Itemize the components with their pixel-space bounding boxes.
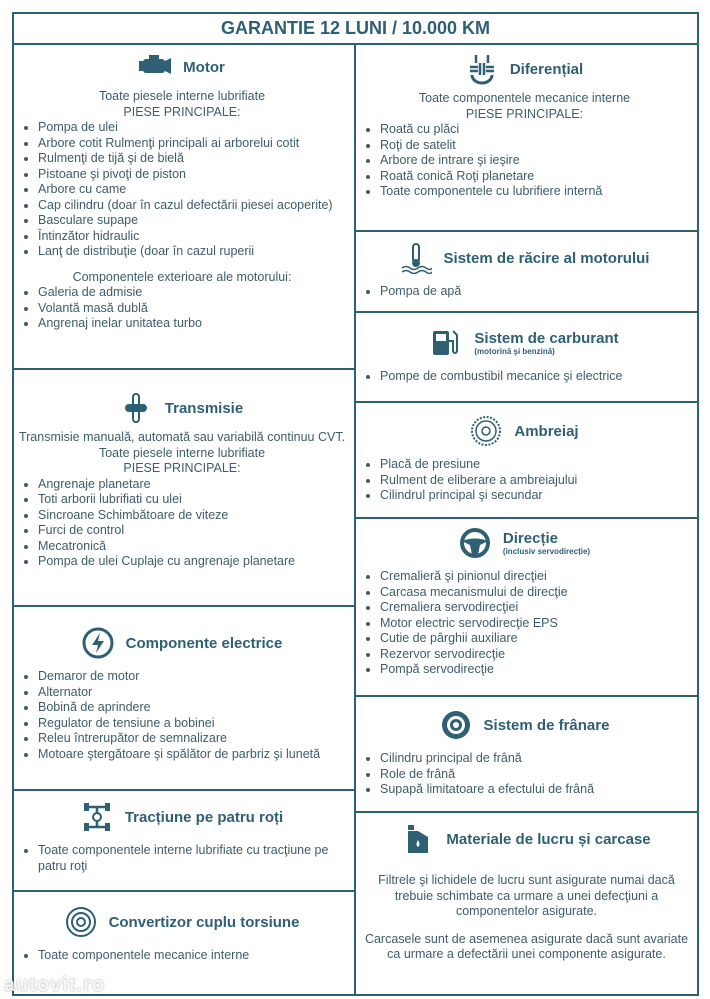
list-item: • Carcasa mecanismului de direcţie: [380, 585, 693, 601]
paragraph: Filtrele şi lichidele de lucru sunt asigurate numai dacă trebuie schimbate ca urmare a unei defecţiuni a componentelor asigurate.: [378, 873, 675, 918]
list-item: • Motor electric servodirecţie EPS: [380, 616, 693, 632]
watermark-logo: autovit.ro: [4, 974, 106, 996]
list-item: • Sincroane Schimbătoare de viteze: [38, 508, 350, 524]
section-carburant: [354, 311, 699, 403]
section-directie: [354, 517, 699, 697]
section-transmisie: [12, 368, 356, 607]
list-item: • Cutie de pârghii auxiliare: [380, 631, 693, 647]
section-title: Sistem de frânare: [483, 716, 610, 734]
gear-shifter-icon: [121, 392, 153, 424]
item-list: [14, 285, 350, 332]
item-list: [356, 122, 693, 200]
list-item: • Pompa de apă: [380, 284, 693, 300]
list-item: • Mecatronică: [38, 539, 350, 555]
list-item: • Releu întrerupător de semnalizare: [38, 731, 350, 747]
section-title: Materiale de lucru și carcase: [446, 830, 651, 848]
list-item: • Placă de presiune: [380, 457, 693, 473]
item-list: [14, 477, 350, 570]
item-list: [14, 120, 350, 260]
list-item: • Toate componentele cu lubrifiere internă: [380, 184, 693, 200]
list-item: • Cilindru principal de frână: [380, 751, 693, 767]
intro-text: Toate piesele interne lubrifiate: [98, 445, 266, 460]
list-item: • Regulator de tensiune a bobinei: [38, 716, 350, 732]
list-item: • Bobină de aprindere: [38, 700, 350, 716]
coolant-temperature-icon: [400, 242, 432, 274]
list-item: • Roată cu plăci: [380, 122, 693, 138]
section-title: Diferențial: [509, 60, 584, 78]
list-item: • Cap cilindru (doar în cazul defectării piesei acoperite): [38, 198, 350, 214]
item-list: [14, 843, 350, 874]
list-item: • Galeria de admisie: [38, 285, 350, 301]
section-title: Sistem de carburant: [474, 329, 619, 347]
section-heading: [109, 914, 300, 931]
section-heading: [514, 423, 578, 440]
section-title: Componente electrice: [125, 634, 283, 652]
section-header: [356, 242, 693, 274]
differential-icon: [466, 53, 498, 85]
section-header: [14, 627, 350, 659]
section-racire: [354, 230, 699, 313]
section-diferential: [354, 43, 699, 232]
section-header: [14, 51, 350, 83]
list-item: • Rulment de eliberare a ambreiajului: [380, 473, 693, 489]
intro-text: PIESE PRINCIPALE:: [123, 461, 241, 475]
item-list: [356, 457, 693, 504]
section-heading: [165, 400, 243, 417]
list-item: • Roată conică Roţi planetare: [380, 169, 693, 185]
section-heading: [503, 530, 590, 557]
list-item: • Alternator: [38, 685, 350, 701]
list-item: • Lanţ de distribuţie (doar în cazul ruperii: [38, 244, 350, 260]
section-heading: [125, 809, 283, 826]
intro-text: PIESE PRINCIPALE:: [123, 104, 241, 119]
intro-text: Transmisie manuală, automată sau variabilă continuu CVT.: [18, 430, 346, 444]
item-list: [356, 284, 693, 300]
section-ambreiaj: [354, 401, 699, 519]
list-item: • Role de frână: [380, 767, 693, 783]
section-title: Convertizor cuplu torsiune: [108, 913, 300, 931]
item-list: [356, 369, 693, 385]
section-title: Ambreiaj: [514, 422, 579, 440]
intro-text: PIESE PRINCIPALE:: [465, 106, 584, 121]
section-header: [356, 709, 693, 741]
section-header: [356, 527, 693, 559]
section-subtitle: (motorină şi benzină): [474, 346, 555, 356]
section-title: Tracțiune pe patru roți: [124, 808, 284, 826]
section-tractiune: [12, 789, 356, 892]
list-item: • Cremalieră şi pinionul direcţiei: [380, 569, 693, 585]
list-item: • Arbore de intrare şi ieşire: [380, 153, 693, 169]
list-item: • Volantă masă dublă: [38, 301, 350, 317]
section-electrice: [12, 605, 356, 791]
list-item: • Arbore cu came: [38, 182, 350, 198]
oil-canister-icon: [402, 823, 434, 855]
list-item: • Pompe de combustibil mecanice şi electrice: [380, 369, 693, 385]
section-heading: [183, 59, 225, 76]
section-heading: [446, 831, 650, 848]
section-header: [14, 392, 350, 424]
section-heading: [484, 717, 610, 734]
steering-wheel-icon: [459, 527, 491, 559]
paragraph: Carcasele sunt de asemenea asigurate dacă sunt avariate ca urmare a defectării unei componente asigurate.: [364, 931, 689, 961]
section-title: Transmisie: [164, 399, 244, 417]
list-item: • Furci de control: [38, 523, 350, 539]
intro-text: Toate componentele mecanice interne: [418, 91, 631, 105]
list-item: • Basculare supape: [38, 213, 350, 229]
brake-disc-icon: [440, 709, 472, 741]
outro-text: Componentele exterioare ale motorului:: [72, 269, 292, 284]
list-item: • Rezervor servodirecţie: [380, 647, 693, 663]
item-list: [14, 669, 350, 762]
list-item: • Supapă limitatoare a efectului de frână: [380, 782, 693, 798]
list-item: • Pompa de ulei Cuplaje cu angrenaje planetare: [38, 554, 350, 570]
section-materiale: [354, 811, 699, 996]
list-item: • Cilindrul principal şi secundar: [380, 488, 693, 504]
intro-text: Toate piesele interne lubrifiate: [98, 89, 266, 103]
warranty-title: GARANTIE 12 LUNI / 10.000 KM: [12, 12, 699, 45]
list-item: • Cremaliera servodirecţiei: [380, 600, 693, 616]
lightning-icon: [82, 627, 114, 659]
item-list: [356, 751, 693, 798]
list-item: • Roţi de satelit: [380, 138, 693, 154]
section-header: [14, 801, 350, 833]
clutch-icon: [470, 415, 502, 447]
section-subtitle: (inclusiv servodirecție): [502, 546, 591, 556]
torque-converter-icon: [65, 906, 97, 938]
section-title: Direcție: [502, 529, 558, 547]
section-franare: [354, 695, 699, 813]
list-item: • Toti arborii lubrifiati cu ulei: [38, 492, 350, 508]
list-item: • Întinzător hidraulic: [38, 229, 350, 245]
list-item: • Pompă servodirecţie: [380, 662, 693, 678]
list-item: • Arbore cotit Rulmenţi principali ai arborelui cotit: [38, 136, 350, 152]
list-item: • Demaror de motor: [38, 669, 350, 685]
list-item: • Toate componentele interne lubrifiate cu tracţiune pe patru roţi: [38, 843, 350, 874]
section-heading: [510, 61, 583, 78]
section-header: [356, 53, 693, 85]
list-item: • Pompa de ulei: [38, 120, 350, 136]
list-item: • Rulmenţi de tijă şi de bielă: [38, 151, 350, 167]
section-motor: [12, 43, 356, 370]
section-title: Sistem de răcire al motorului: [443, 249, 650, 267]
drivetrain-icon: [81, 801, 113, 833]
section-heading: [444, 250, 650, 267]
item-list: [14, 948, 350, 964]
section-header: [14, 906, 350, 938]
section-header: [362, 823, 691, 855]
section-header: [356, 415, 693, 447]
section-heading: [126, 635, 283, 652]
section-heading: [474, 330, 618, 357]
list-item: • Angrenaje planetare: [38, 477, 350, 493]
section-title: Motor: [183, 58, 225, 76]
fuel-pump-icon: [430, 327, 462, 359]
list-item: • Motoare ştergătoare şi spălător de parbriz şi lunetă: [38, 747, 350, 763]
engine-icon: [139, 51, 171, 83]
item-list: [356, 569, 693, 678]
list-item: • Pistoane şi pivoţi de piston: [38, 167, 350, 183]
section-header: [356, 327, 693, 359]
list-item: • Angrenaj inelar unitatea turbo: [38, 316, 350, 332]
list-item: • Toate componentele mecanice interne: [38, 948, 350, 964]
